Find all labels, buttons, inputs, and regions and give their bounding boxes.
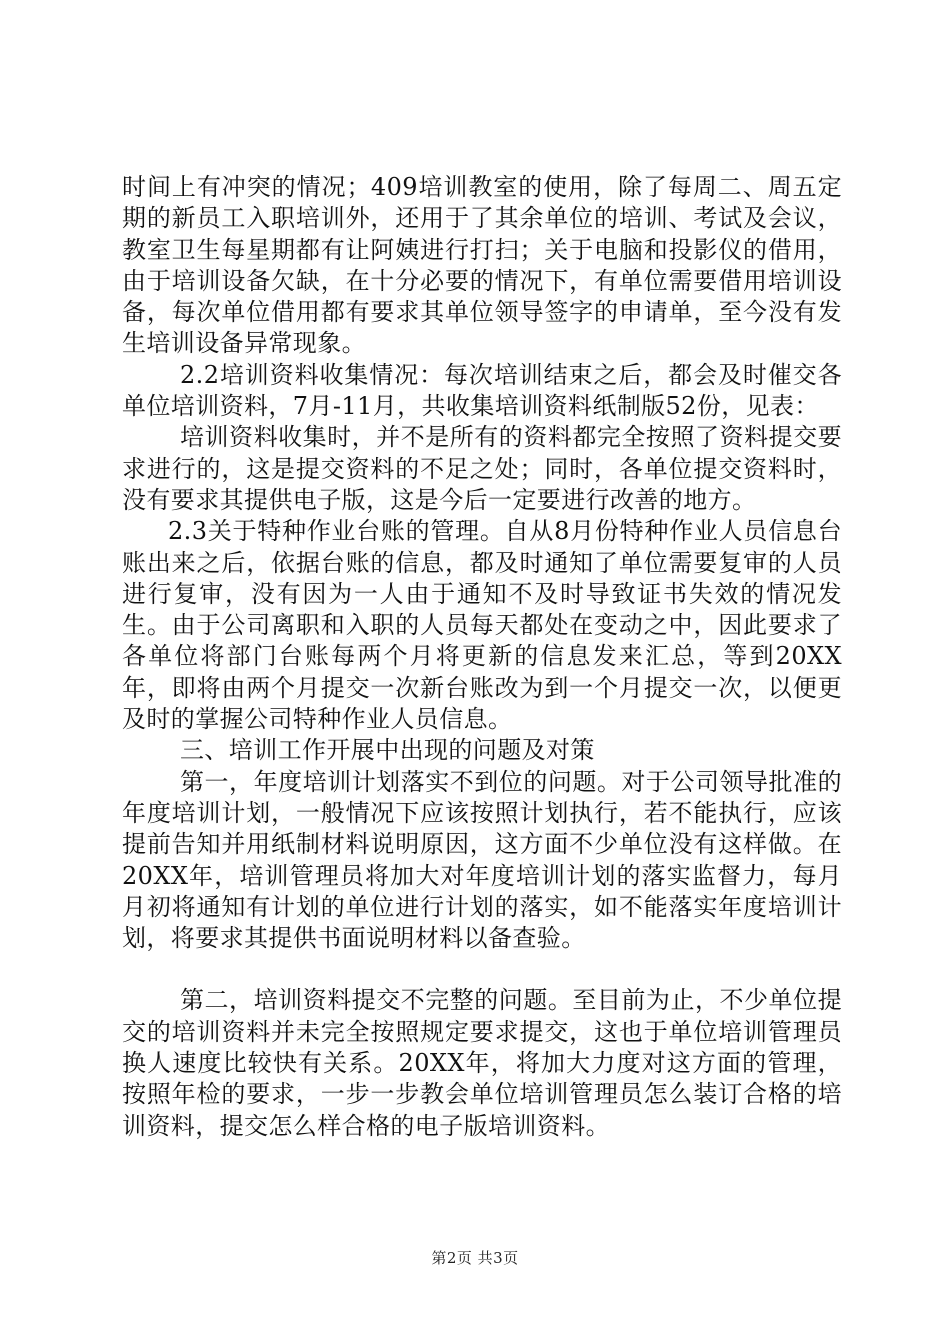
paragraph-classroom-usage: 时间上有冲突的情况；409培训教室的使用，除了每周二、周五定期的新员工入职培训外，还用于了其余单位的培训、考试及会议，教室卫生每星期都有让阿姨进行打扫；关于电脑和投影仪的借用，由于培训设备欠缺，在十分必要的情况下，有单位需要借用培训设备，每次单位借用都有要求其单位领导签字的申请单，至今没有发生培训设备异常现象。 <box>122 173 842 358</box>
page-footer: 第2页 共3页 <box>431 1249 519 1267</box>
paragraph-material-collection: 2.2培训资料收集情况：每次培训结束之后，都会及时催交各单位培训资料，7月-11月，共收集培训资料纸制版52份，见表： <box>122 360 842 421</box>
paragraph-special-operations-ledger: 2.3关于特种作业台账的管理。自从8月份特种作业人员信息台账出来之后，依据台账的信息，都及时通知了单位需要复审的人员进行复审，没有因为一人由于通知不及时导致证书失效的情况发生。由于公司离职和入职的人员每天都处在变动之中，因此要求了各单位将部门台账每两个月将更新的信息发来汇总，等到20XX年，即将由两个月提交一次新台账改为到一个月提交一次，以便更及时的掌握公司特种作业人员信息。 <box>122 517 842 734</box>
paragraph-problem-two: 第二，培训资料提交不完整的问题。至目前为止，不少单位提交的培训资料并未完全按照规定要求提交，这也于单位培训管理员换人速度比较快有关系。20XX年，将加大力度对这方面的管理，按照年检的要求，一步一步教会单位培训管理员怎么装订合格的培训资料，提交怎么样合格的电子版培训资料。 <box>122 986 842 1140</box>
section-heading-problems: 三、培训工作开展中出现的问题及对策 <box>180 736 595 765</box>
paragraph-problem-one: 第一，年度培训计划落实不到位的问题。对于公司领导批准的年度培训计划，一般情况下应该按照计划执行，若不能执行，应该提前告知并用纸制材料说明原因，这方面不少单位没有这样做。在20XX年，培训管理员将加大对年度培训计划的落实监督力，每月月初将通知有计划的单位进行计划的落实，如不能落实年度培训计划，将要求其提供书面说明材料以备查验。 <box>122 767 842 953</box>
document-body <box>122 172 842 1142</box>
paragraph-collection-shortcomings: 培训资料收集时，并不是所有的资料都完全按照了资料提交要求进行的，这是提交资料的不足之处；同时，各单位提交资料时，没有要求其提供电子版，这是今后一定要进行改善的地方。 <box>122 423 842 514</box>
